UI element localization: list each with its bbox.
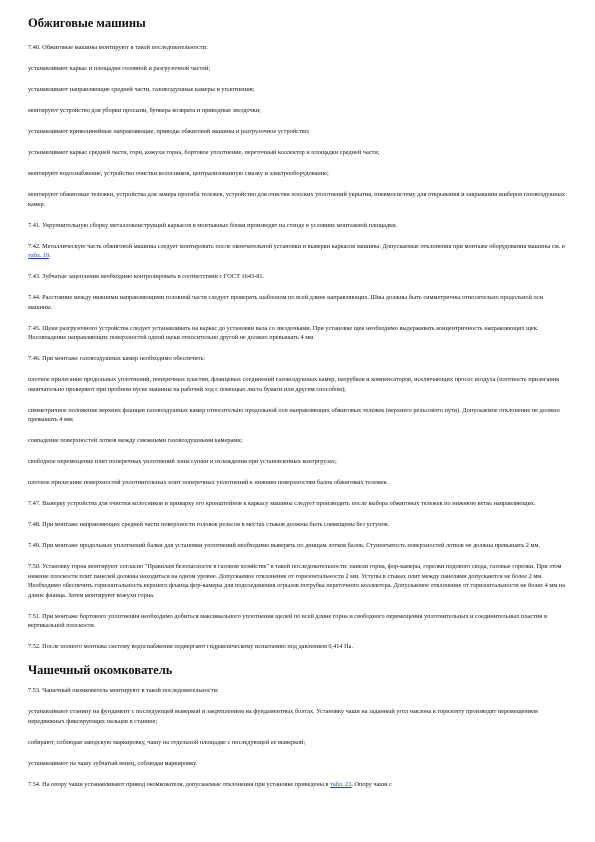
list-item-step: собирают, соблюдая заводскую маркировку, чашу на отдельной площадке с последующей ее выверкой; — [28, 738, 306, 746]
paragraph-7-40: 7.40. Обжиговые машины монтируют в такой последовательности: — [28, 44, 208, 51]
paragraph-7-52: 7.52. После полного монтажа систему водоснабжения подвергают гидравлическому испытанию под давлением 0,414 Па. — [28, 643, 354, 650]
paragraph-text: 7.54. На опору чаши устанавливают привод окомкователя, допускаемые отклонения при установке приведены в — [28, 780, 331, 788]
paragraph-7-46: 7.46. При монтаже газовоздушных камер необходимо обеспечить: — [28, 355, 206, 362]
paragraph-7-54 — [28, 780, 567, 790]
paragraph-7-48: 7.48. При монтаже направляющих средней части поверхности головок рельсов в местах стыков должны быть совмещены без уступов. — [28, 521, 390, 528]
list-item-requirement: совпадение поверхностей лотков между смежными газовоздушными камерами; — [28, 437, 243, 444]
list-item-step: устанавливают каркас средней части, горн, кожухи горна, бортовое уплотнение, переточный коллектор и площадки средней части; — [28, 149, 380, 156]
list-item-requirement: плотное прилегание продольных уплотнений, поперечных пластин, фланцевых соединений газовоздушных камер, патрубков и компенсаторов, исключающих просос воздуха (плотность прилегания окончательно проверяют при пробном пуске машины на рабочий ход с помощью листа бумаги или другим способом); — [28, 376, 560, 393]
list-item-requirement: плотное прилегание поверхностей уплотнительных плит поперечных уплотнений к нижним поверхностям балок обжиговых тележек. — [28, 479, 389, 486]
paragraph-7-43: 7.43. Зубчатые зацепления необходимо контролировать в соответствии с ГОСТ 1643-81. — [28, 273, 265, 280]
list-item-step: монтируют обжиговые тележки, устройства для замера прогиба тележек, устройство для очистки плоских уплотнений укрытия, пневмосистему для открывания и закрывания шиберов газовоздушных камер. — [28, 191, 566, 208]
paragraph-text: 7.42. Металлическую часть обжиговой машины следует монтировать после окончательной установки и выверки каркасов машины. Допускаемые отклонения при монтаже оборудования машины см. в — [28, 242, 565, 250]
paragraph-7-44: 7.44. Расстояние между нижними направляющими головной части следует проверять шаблоном по всей длине направляющих. Швы должны быть симметричны относительно продольной оси машины. — [28, 294, 543, 311]
table-19-link[interactable]: табл. 19 — [28, 252, 50, 259]
paragraph-text: . — [49, 252, 51, 259]
paragraph-text: . Опору чаши с — [351, 780, 392, 788]
list-item-step: устанавливают криволинейные направляющие, приводы обжиговой машины и разгрузочное устройство; — [28, 128, 310, 135]
list-item-requirement: свободное перемещение плит поперечных уплотнений зоны сушки и охлаждения при установленных контргрузах; — [28, 458, 337, 465]
paragraph-7-50: 7.50. Установку горна монтируют согласно "Правилам безопасности в газовом хозяйстве" в такой последовательности: панели горна, фор-камеры, горелки подового свода, газовые горелки. При этом нижние плоскости плит панелей должны находиться на одном уровне. Допускаемое отклонение от горизонтальности 2 мм. Уступы в стыках плит между панелями допускаются не более 2 мм. Необходимо обеспечить горизонтальность верхнего фланца фор-камеры для подсоединения огрызов потрубка переточного коллектора. Допускаемое отклонение от горизонтальности не более 4 мм на длине фланца. Затем монтируют кожухи горна. — [28, 563, 566, 599]
paragraph-7-51: 7.51. При монтаже бортового уплотнения необходимо добиться максимального уплотнения щелей по всей длине горна и свободного перемещения уплотнительных и соединительных пластин в вертикальной плоскости. — [28, 612, 548, 629]
list-item-step: устанавливают направляющие средней части, газовоздушные камеры и уплотнения; — [28, 86, 255, 93]
list-item-step: устанавливают станину на фундамент с последующей выверкой и закреплением на фундаментных болтах. Установку чаши на заданный угол наклона к горизонту производят перемещением передвижных фиксирующих пальцев в станине; — [28, 708, 538, 725]
paragraph-7-45: 7.45. Щеки разгрузочного устройства следует устанавливать на каркас до установки вала со звездочками. При установке щек необходимо выдерживать концентричность направляющих щек. Несовпадение направляющих поверхностей одной щеки относительно другой не должно превышать 4 мм. — [28, 324, 539, 341]
table-23-link[interactable]: табл. 23 — [330, 780, 352, 788]
section-title-roasting-machines: Обжиговые машины — [28, 16, 146, 30]
list-item-step: монтируют водоснабжение, устройство очистки колосников, централизованную смазку и электрооборудование; — [28, 170, 329, 177]
paragraph-7-42 — [28, 242, 567, 261]
list-item-step: устанавливают каркас и площадки головной и разгрузочной частей; — [28, 65, 211, 72]
list-item-step: монтируют устройство для уборки просыпи, бункера возврата и приводные звездочки; — [28, 107, 261, 114]
list-item-requirement: симметричное положение верхних фланцев газовоздушных камер относительно продольной оси направляющих обжиговых тележек (верхнего рельсового пути). Допускаемое отклонение не должно превышать 4 мм; — [28, 406, 560, 423]
paragraph-7-47: 7.47. Выверку устройства для очистки колосников и приварку его кронштейнов к каркасу машины следует производить после выбора обжиговых тележек по нижнюю ветвь направляющих. — [28, 500, 536, 507]
paragraph-7-49: 7.49. При монтаже продольных уплотнений балки для установки уплотнений необходимо выверять по днищам лотков балок. Ступенчатость поверхностей лотков не должна превышать 2 мм. — [28, 542, 541, 549]
paragraph-7-53: 7.53. Чашечный окомкователь монтируют в такой последовательности: — [28, 687, 219, 694]
list-item-step: устанавливают на чашу зубчатый венец, соблюдая маркировку. — [28, 759, 198, 767]
paragraph-7-41: 7.41. Укрупнительную сборку металлоконструкций каркасов в монтажные блоки производят на стенде в условиях монтажной площадки. — [28, 221, 398, 229]
section-title-pan-pelletizer: Чашечный окомкователь — [28, 663, 173, 677]
